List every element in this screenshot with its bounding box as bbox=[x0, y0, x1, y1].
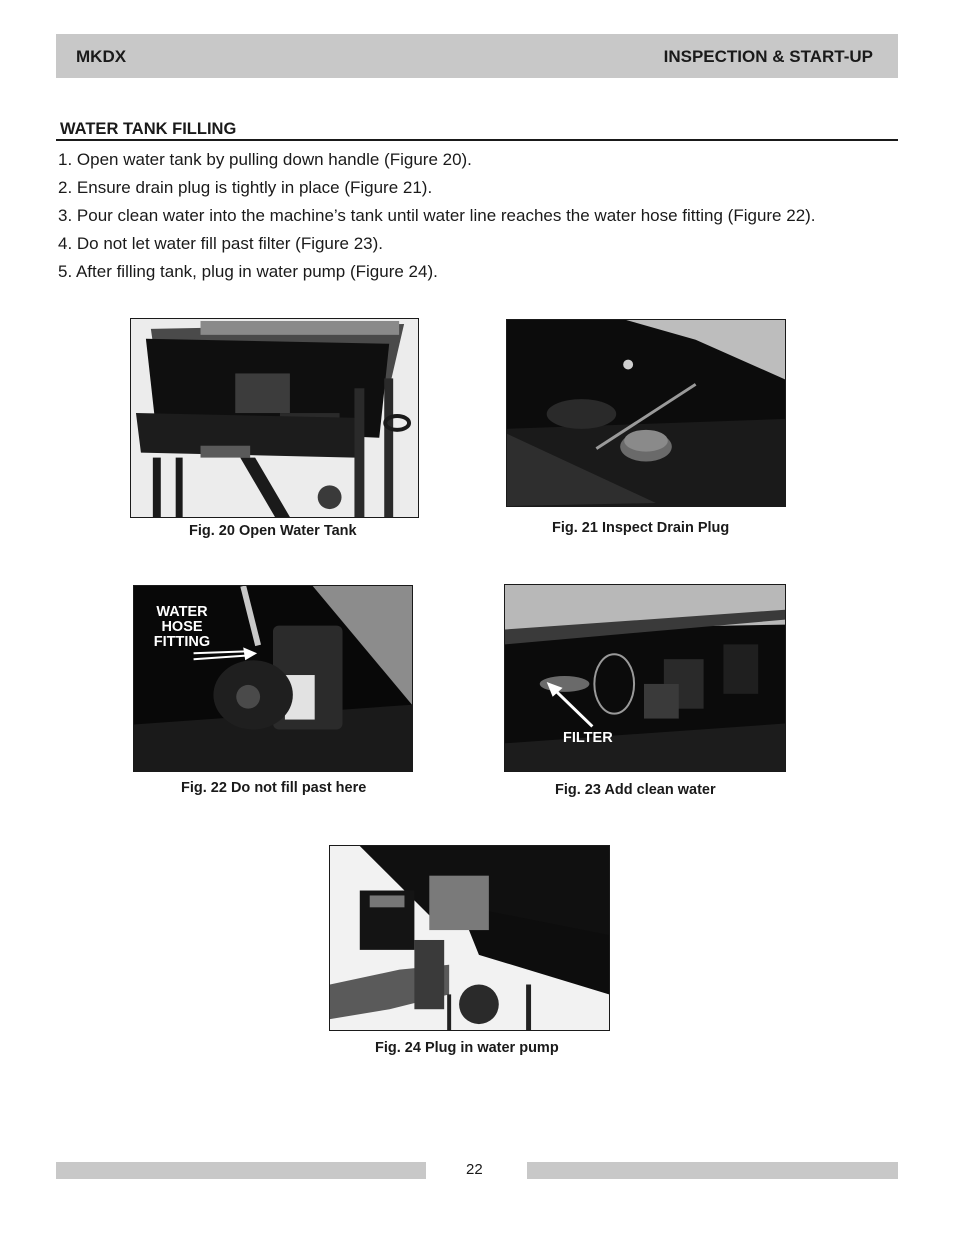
figure-23-caption: Fig. 23 Add clean water bbox=[555, 782, 716, 798]
model-name: MKDX bbox=[76, 47, 127, 66]
figure-20-caption: Fig. 20 Open Water Tank bbox=[189, 523, 357, 539]
figure-22-caption: Fig. 22 Do not fill past here bbox=[181, 780, 367, 796]
figure-24-caption: Fig. 24 Plug in water pump bbox=[375, 1040, 559, 1056]
instruction-step: 2. Ensure drain plug is tightly in place (Figure 21). bbox=[58, 178, 433, 197]
filter-callout: FILTER bbox=[563, 730, 613, 746]
figure-24-photo bbox=[329, 845, 610, 1031]
callout-line: FITTING bbox=[153, 634, 211, 650]
figure-21-caption: Fig. 21 Inspect Drain Plug bbox=[552, 520, 730, 536]
instruction-step: 1. Open water tank by pulling down handle (Figure 20). bbox=[58, 150, 472, 169]
callout-line: WATER bbox=[156, 604, 208, 620]
figure-23-photo bbox=[504, 584, 786, 772]
header-bar bbox=[56, 34, 898, 78]
section-title: WATER TANK FILLING bbox=[60, 120, 237, 138]
instruction-step: 4. Do not let water fill past filter (Figure 23). bbox=[58, 234, 384, 253]
section-divider bbox=[56, 139, 898, 141]
instruction-step: 5. After filling tank, plug in water pump (Figure 24). bbox=[58, 262, 438, 281]
figure-22-photo bbox=[133, 585, 413, 772]
footer-bar-right bbox=[527, 1162, 898, 1179]
section-name: INSPECTION & START-UP bbox=[663, 47, 873, 66]
callout-line: HOSE bbox=[161, 619, 203, 635]
footer-bar-left bbox=[56, 1162, 426, 1179]
instruction-list bbox=[58, 149, 816, 289]
figure-21-photo bbox=[506, 319, 786, 507]
page-number: 22 bbox=[466, 1161, 483, 1178]
water-hose-fitting-callout bbox=[146, 605, 218, 650]
instruction-step: 3. Pour clean water into the machine’s tank until water line reaches the water hose fitting (Figure 22). bbox=[58, 206, 816, 225]
figure-20-photo bbox=[130, 318, 419, 518]
